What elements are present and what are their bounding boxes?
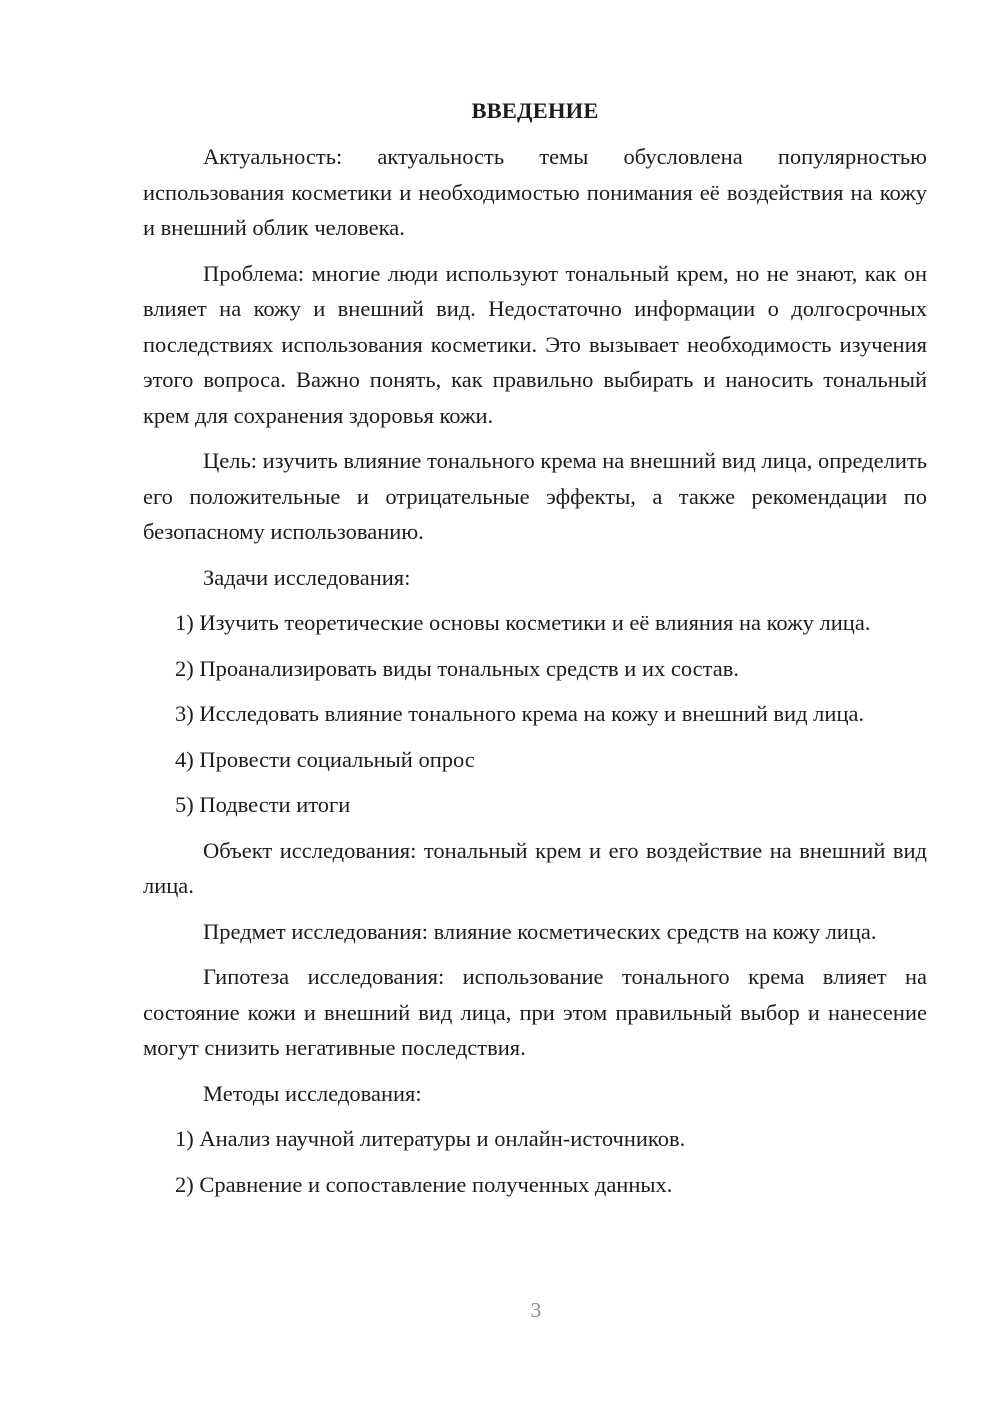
method-item-2: 2) Сравнение и сопоставление полученных данных.: [175, 1171, 673, 1197]
object-paragraph: Объект исследования: тональный крем и его воздействие на внешний вид лица.: [143, 837, 927, 898]
problem-paragraph: Проблема: многие люди используют тональный крем, но не знают, как он влияет на кожу и внешний вид. Недостаточно информации о долгосрочных последствиях использования косметики. Это вызывает необходимость изучения этого вопроса. Важно понять, как правильно выбирать и наносить тональный крем для сохранения здоровья кожи.: [143, 260, 927, 428]
task-item-4: 4) Провести социальный опрос: [175, 746, 475, 772]
methods-title: Методы исследования:: [203, 1080, 422, 1106]
goal-paragraph: Цель: изучить влияние тонального крема на внешний вид лица, определить его положительные и отрицательные эффекты, а также рекомендации по безопасному использованию.: [143, 448, 927, 544]
page-heading: ВВЕДЕНИЕ: [471, 98, 599, 123]
task-item-3: 3) Исследовать влияние тонального крема на кожу и внешний вид лица.: [175, 701, 865, 726]
page-content: [143, 93, 927, 1212]
method-item-1: 1) Анализ научной литературы и онлайн-источников.: [175, 1126, 686, 1151]
tasks-title: Задачи исследования:: [203, 564, 411, 590]
task-item-5: 5) Подвести итоги: [175, 792, 351, 817]
subject-paragraph: Предмет исследования: влияние косметических средств на кожу лица.: [203, 918, 877, 944]
hypothesis-paragraph: Гипотеза исследования: использование тонального крема влияет на состояние кожи и внешний вид лица, при этом правильный выбор и нанесение могут снизить негативные последствия.: [143, 964, 927, 1060]
task-item-1: 1) Изучить теоретические основы косметики и её влияния на кожу лица.: [175, 610, 871, 635]
page-number: 3: [530, 1298, 542, 1322]
task-item-2: 2) Проанализировать виды тональных средств и их состав.: [175, 655, 740, 681]
relevance-paragraph: Актуальность: актуальность темы обусловлена популярностью использования косметики и необходимостью понимания её воздействия на кожу и внешний облик человека.: [143, 144, 927, 240]
